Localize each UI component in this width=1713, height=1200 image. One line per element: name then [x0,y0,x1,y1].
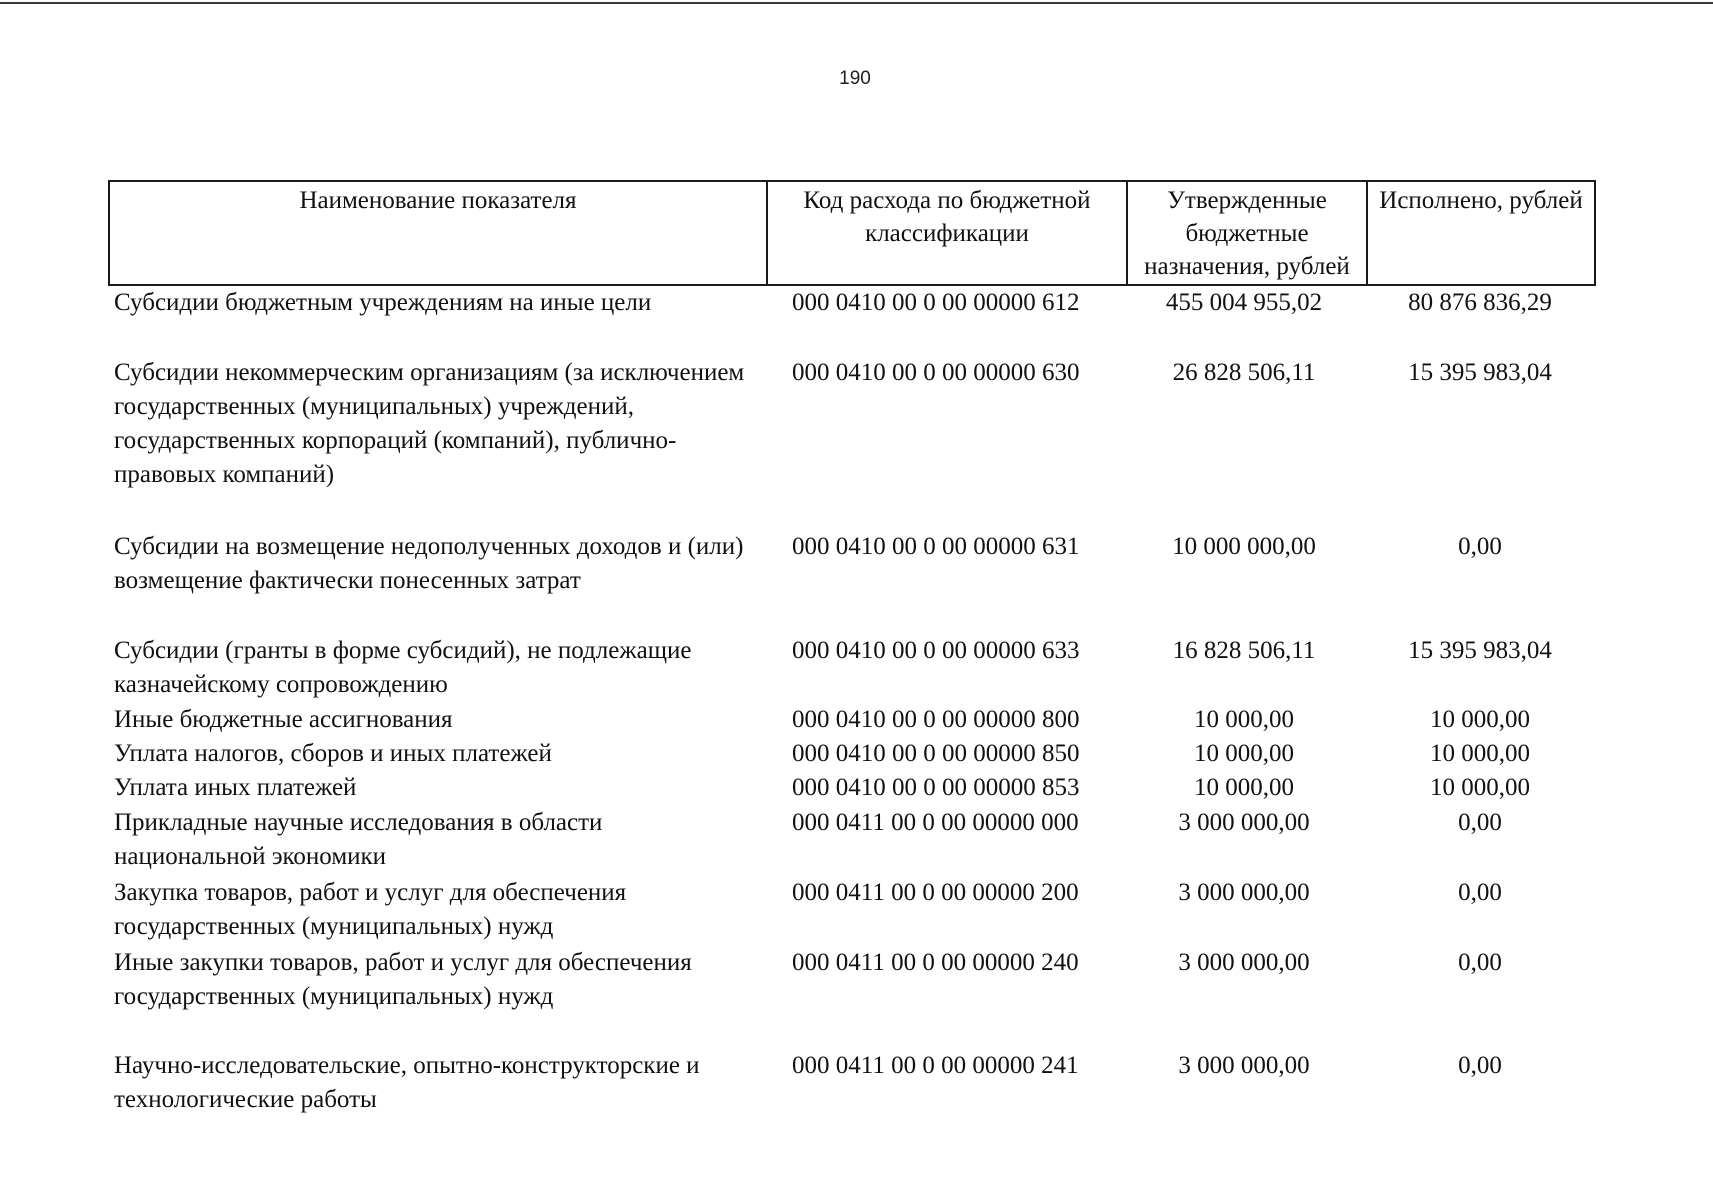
cell-approved: 10 000,00 [1194,774,1294,801]
cell-code: 000 0410 00 0 00 00000 850 [792,740,1080,767]
cell-executed: 15 395 983,04 [1408,637,1552,664]
cell-name: Уплата иных платежей [114,774,357,801]
header-approved: Утвержденные бюджетные назначения, рублей [1126,182,1366,284]
cell-code: 000 0410 00 0 00 00000 633 [792,637,1080,664]
table-row [108,876,1596,946]
table-body [108,286,1596,1119]
cell-code: 000 0410 00 0 00 00000 853 [792,774,1080,801]
cell-code: 000 0411 00 0 00 00000 200 [792,879,1079,906]
cell-code: 000 0410 00 0 00 00000 612 [792,289,1080,316]
cell-name: Субсидии некоммерческим организациям (за исключением государственных (муниципальных) учреждений, государственных корпораций (компаний), публично-правовых компаний) [114,359,745,488]
scan-top-border [0,2,1713,4]
cell-code: 000 0411 00 0 00 00000 000 [792,809,1079,836]
cell-code: 000 0411 00 0 00 00000 240 [792,949,1079,976]
cell-executed: 10 000,00 [1430,774,1530,801]
cell-executed: 0,00 [1458,949,1502,976]
cell-approved: 26 828 506,11 [1172,359,1316,386]
table-row [108,946,1596,1049]
table-row [108,356,1596,530]
cell-executed: 0,00 [1458,879,1502,906]
table-row [108,1049,1596,1119]
cell-executed: 10 000,00 [1430,740,1530,767]
header-executed: Исполнено, рублей [1366,182,1594,284]
cell-name: Иные бюджетные ассигнования [114,706,453,733]
cell-executed: 15 395 983,04 [1408,359,1552,386]
cell-executed: 10 000,00 [1430,706,1530,733]
table-header [108,180,1596,286]
cell-name: Уплата налогов, сборов и иных платежей [114,740,552,767]
cell-code: 000 0410 00 0 00 00000 800 [792,706,1080,733]
cell-approved: 10 000,00 [1194,740,1294,767]
cell-name: Научно-исследовательские, опытно-конструкторские и технологические работы [114,1052,700,1113]
cell-approved: 455 004 955,02 [1165,289,1323,316]
table-row [108,530,1596,634]
header-name: Наименование показателя [299,187,577,214]
cell-approved: 10 000,00 [1194,706,1294,733]
table-row [108,737,1596,771]
cell-approved: 3 000 000,00 [1178,879,1310,906]
cell-name: Иные закупки товаров, работ и услуг для обеспечения государственных (муниципальных) нужд [114,949,692,1010]
cell-name: Субсидии бюджетным учреждениям на иные цели [114,289,652,316]
cell-name: Субсидии (гранты в форме субсидий), не подлежащие казначейскому сопровождению [114,637,692,698]
cell-executed: 0,00 [1458,1052,1502,1079]
cell-code: 000 0411 00 0 00 00000 241 [792,1052,1079,1079]
cell-executed: 0,00 [1458,809,1502,836]
cell-approved: 3 000 000,00 [1178,949,1310,976]
table-row [108,806,1596,876]
table-row [108,286,1596,356]
cell-approved: 16 828 506,11 [1172,637,1316,664]
header-code: Код расхода по бюджетной классификации [766,182,1126,284]
table-row [108,703,1596,737]
table-row [108,771,1596,806]
cell-executed: 0,00 [1458,533,1502,560]
cell-approved: 10 000 000,00 [1172,533,1316,560]
cell-code: 000 0410 00 0 00 00000 631 [792,533,1080,560]
cell-name: Субсидии на возмещение недополученных доходов и (или) возмещение фактически понесенных затрат [114,533,744,594]
cell-code: 000 0410 00 0 00 00000 630 [792,359,1080,386]
table-row [108,634,1596,703]
cell-approved: 3 000 000,00 [1178,809,1310,836]
cell-executed: 80 876 836,29 [1408,289,1552,316]
page-number: 190 [839,68,871,89]
cell-name: Прикладные научные исследования в области национальной экономики [114,809,603,870]
cell-approved: 3 000 000,00 [1178,1052,1310,1079]
cell-name: Закупка товаров, работ и услуг для обеспечения государственных (муниципальных) нужд [114,879,627,940]
